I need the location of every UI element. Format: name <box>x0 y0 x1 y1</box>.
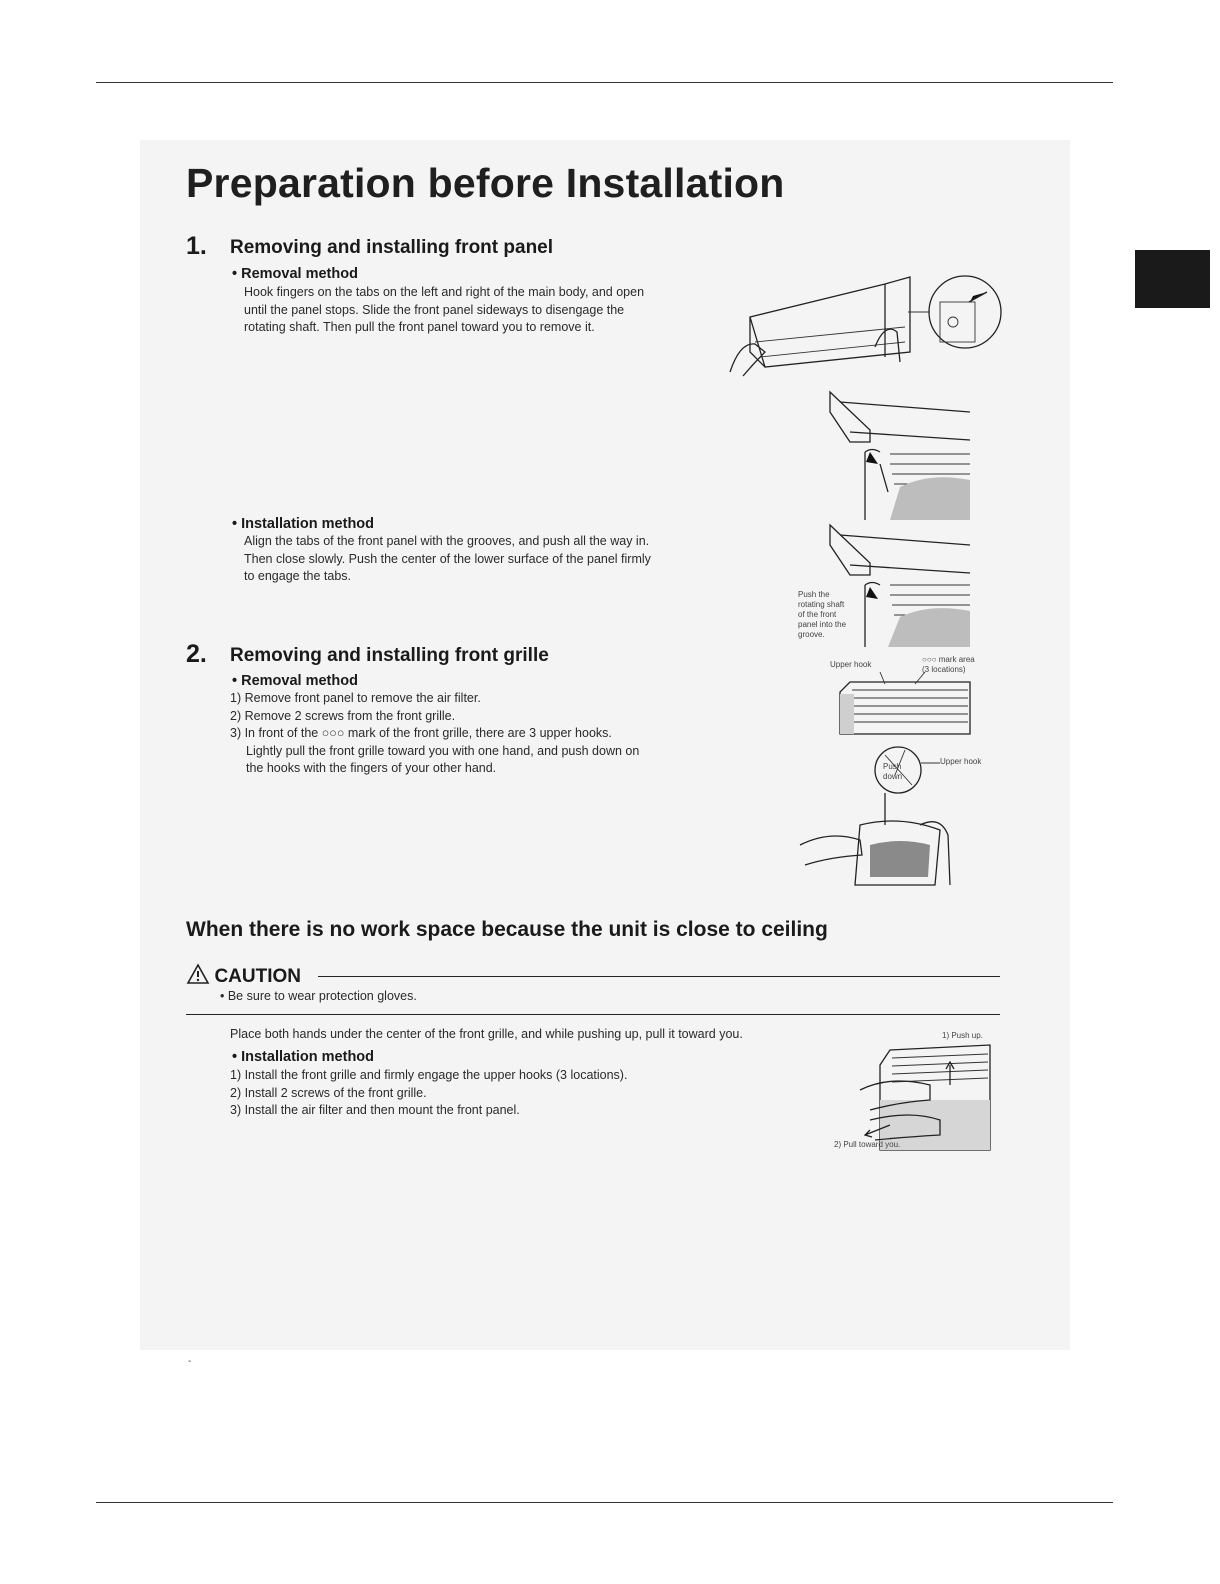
figure-push-up-pull <box>850 1040 995 1155</box>
text-line: Hook fingers on the tabs on the left and right of the main body, and open <box>244 285 645 299</box>
header-rule <box>96 82 1113 83</box>
figure-grille-hooks <box>830 672 980 740</box>
label-upper-hook: Upper hook <box>830 660 872 669</box>
step-2: 2) Install 2 screws of the front grille. <box>230 1085 427 1100</box>
step-3-cont: the hooks with the fingers of your other hand. <box>246 761 497 775</box>
section-2-number: 2. <box>186 640 207 668</box>
label-push-down <box>883 762 902 782</box>
section-1-removal-text <box>244 284 714 337</box>
step-1: 1) Install the front grille and firmly engage the upper hooks (3 locations). <box>230 1068 628 1082</box>
section-1-number: 1. <box>186 232 207 260</box>
figure-label-push-shaft <box>798 590 868 640</box>
label-line: groove. <box>798 630 825 639</box>
figure-panel-tab-1 <box>830 392 975 520</box>
text-line: Align the tabs of the front panel with the grooves, and push all the way in. <box>244 534 650 548</box>
label-line: (3 locations) <box>922 665 966 674</box>
label-line: Push <box>883 762 902 771</box>
section-1-install-text <box>244 533 714 586</box>
label-line: ○○○ mark area <box>922 655 975 664</box>
section-1-install-heading: • Installation method <box>232 516 375 532</box>
label-pull-toward: 2) Pull toward you. <box>834 1140 901 1149</box>
text-line: to engage the tabs. <box>244 569 352 583</box>
section-1-removal-heading: • Removal method <box>232 266 358 282</box>
section-2-title: Removing and installing front grille <box>230 645 549 666</box>
section-1-title: Removing and installing front panel <box>230 237 554 258</box>
step-2: 2) Remove 2 screws from the front grille. <box>230 708 456 723</box>
caution-rule-bottom <box>186 1014 1000 1015</box>
caution-rule-top <box>318 976 1000 977</box>
ceiling-instruction: Place both hands under the center of the front grille, and while pushing up, pull it toward you. <box>230 1027 743 1041</box>
label-upper-hook-2: Upper hook <box>940 757 982 766</box>
step-1: 1) Remove front panel to remove the air filter. <box>230 691 481 705</box>
ceiling-heading: When there is no work space because the unit is close to ceiling <box>186 918 828 941</box>
label-line: down <box>883 772 903 781</box>
label-line: panel into the <box>798 620 847 629</box>
label-line: of the front <box>798 610 837 619</box>
figure-push-down-hooks <box>800 745 950 890</box>
ceiling-install-heading: • Installation method <box>232 1049 375 1065</box>
label-line: Push the <box>798 590 830 599</box>
ceiling-install-text <box>230 1067 710 1120</box>
caution-label: CAUTION <box>214 966 302 987</box>
chapter-tab <box>1135 250 1210 308</box>
section-2-removal-heading: • Removal method <box>232 673 358 689</box>
step-3-cont: Lightly pull the front grille toward you with one hand, and push down on <box>246 743 640 758</box>
label-push-up: 1) Push up. <box>942 1031 983 1040</box>
footer-mark: - <box>188 1356 192 1367</box>
step-3: 3) Install the air filter and then mount the front panel. <box>230 1103 520 1117</box>
figure-unit-removal <box>725 272 1005 382</box>
label-line: rotating shaft <box>798 600 845 609</box>
warning-triangle-icon <box>186 963 210 985</box>
text-line: Then close slowly. Push the center of the lower surface of the panel firmly <box>244 551 651 566</box>
section-2-removal-text <box>230 690 710 778</box>
page-title: Preparation before Installation <box>186 160 785 206</box>
caution-block <box>186 963 301 988</box>
caution-text: • Be sure to wear protection gloves. <box>220 989 417 1003</box>
footer-rule <box>96 1502 1113 1503</box>
text-line: rotating shaft. Then pull the front panel toward you to remove it. <box>244 320 595 334</box>
text-line: until the panel stops. Slide the front panel sideways to disengage the <box>244 302 625 317</box>
step-3: 3) In front of the ○○○ mark of the front grille, there are 3 upper hooks. <box>230 726 612 740</box>
